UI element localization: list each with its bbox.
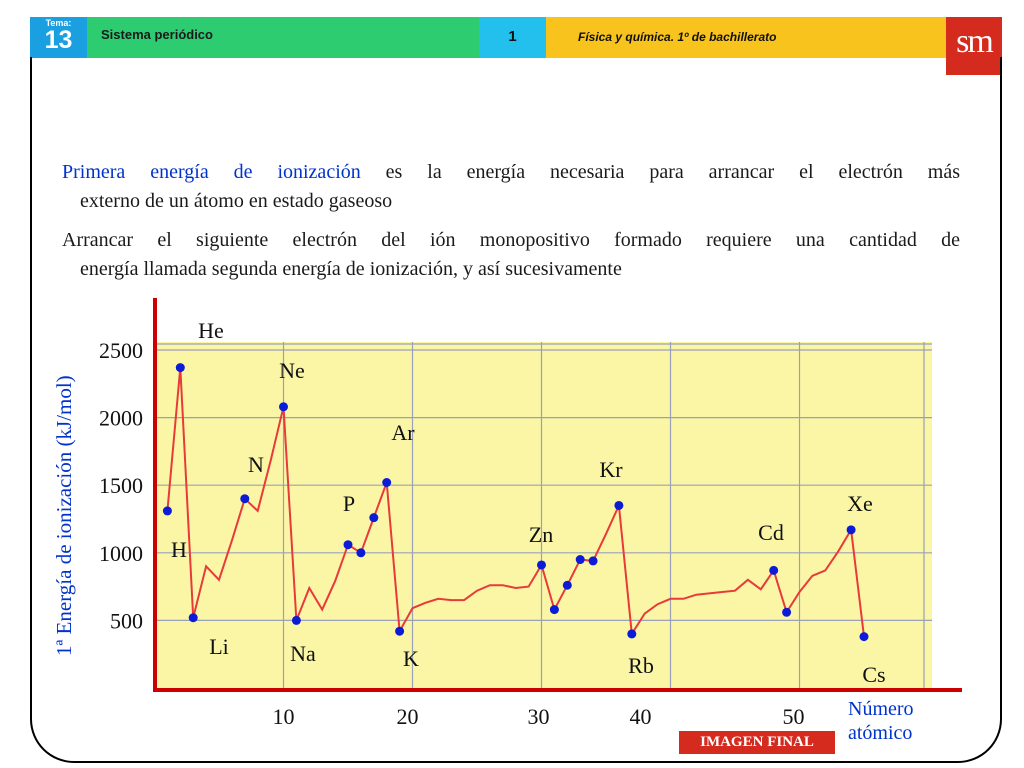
paragraph-second-line1: Arrancar el siguiente electrón del ión monopositivo formado requiere una cantidad de [62, 229, 960, 251]
point-label-na: Na [290, 641, 316, 666]
marker-ne [279, 402, 288, 411]
point-label-h: H [171, 537, 187, 562]
highlight-term: Primera energía de ionización [62, 161, 361, 183]
y-tick-label: 2500 [99, 338, 143, 363]
point-label-ne: Ne [279, 358, 305, 383]
x-tick-label: 10 [272, 704, 295, 729]
y-tick-label: 2000 [99, 405, 143, 431]
x-tick-label: 50 [782, 704, 805, 729]
point-label-li: Li [209, 634, 229, 659]
point-label-cs: Cs [862, 662, 886, 687]
point-label-p: P [342, 491, 356, 516]
marker-cl [369, 513, 378, 522]
point-label-zn: Zn [528, 522, 554, 547]
paragraph-second-line2: energía llamada segunda energía de ionización, y así sucesivamente [80, 258, 622, 280]
point-label-k: K [403, 646, 419, 671]
y-axis-label: 1ª Energía de ionización (kJ/mol) [52, 375, 76, 656]
marker-he [176, 363, 185, 372]
y-tick-label: 1500 [99, 473, 143, 499]
x-tick-label: 40 [629, 704, 652, 729]
marker-in [782, 608, 791, 617]
x-axis-label-line2: atómico [848, 722, 913, 744]
marker-h [163, 506, 172, 515]
marker-as [576, 555, 585, 564]
marker-ar [382, 478, 391, 487]
marker-se [589, 556, 598, 565]
plot-area [156, 342, 932, 689]
marker-xe [847, 525, 856, 534]
page-number: 1 [508, 28, 517, 45]
point-label-rb: Rb [628, 653, 654, 678]
tema-number: 13 [44, 26, 73, 54]
marker-cs [860, 632, 869, 641]
y-tick-label: 1000 [99, 540, 143, 566]
marker-ge [563, 581, 572, 590]
marker-zn [537, 560, 546, 569]
x-tick-label: 20 [396, 704, 419, 729]
logo-text: sm [956, 23, 992, 60]
point-label-he: He [198, 318, 224, 343]
point-label-ar: Ar [391, 420, 415, 445]
marker-rb [627, 629, 636, 638]
marker-n [240, 494, 249, 503]
topic-title: Sistema periódico [101, 27, 213, 42]
marker-li [189, 613, 198, 622]
tema-label: Tema: [45, 18, 72, 28]
x-axis-label-line1: Número [848, 698, 914, 720]
final-image-badge[interactable]: IMAGEN FINAL [679, 731, 835, 754]
definition-text: es la energía necesaria para arrancar el electrón más [360, 161, 960, 183]
x-axis-label [848, 697, 914, 745]
point-label-xe: Xe [847, 491, 873, 516]
point-label-n: N [248, 452, 264, 477]
marker-na [292, 616, 301, 625]
point-label-kr: Kr [599, 457, 623, 482]
marker-ga [550, 605, 559, 614]
paragraph-definition-line2: externo de un átomo en estado gaseoso [80, 190, 393, 212]
point-label-cd: Cd [758, 520, 784, 545]
marker-cd [769, 566, 778, 575]
marker-p [344, 540, 353, 549]
y-tick-label: 500 [110, 608, 143, 634]
marker-kr [614, 501, 623, 510]
x-tick-label: 30 [527, 704, 550, 729]
course-title: Física y química. 1º de bachillerato [578, 30, 777, 44]
marker-k [395, 627, 404, 636]
marker-s [356, 548, 365, 557]
